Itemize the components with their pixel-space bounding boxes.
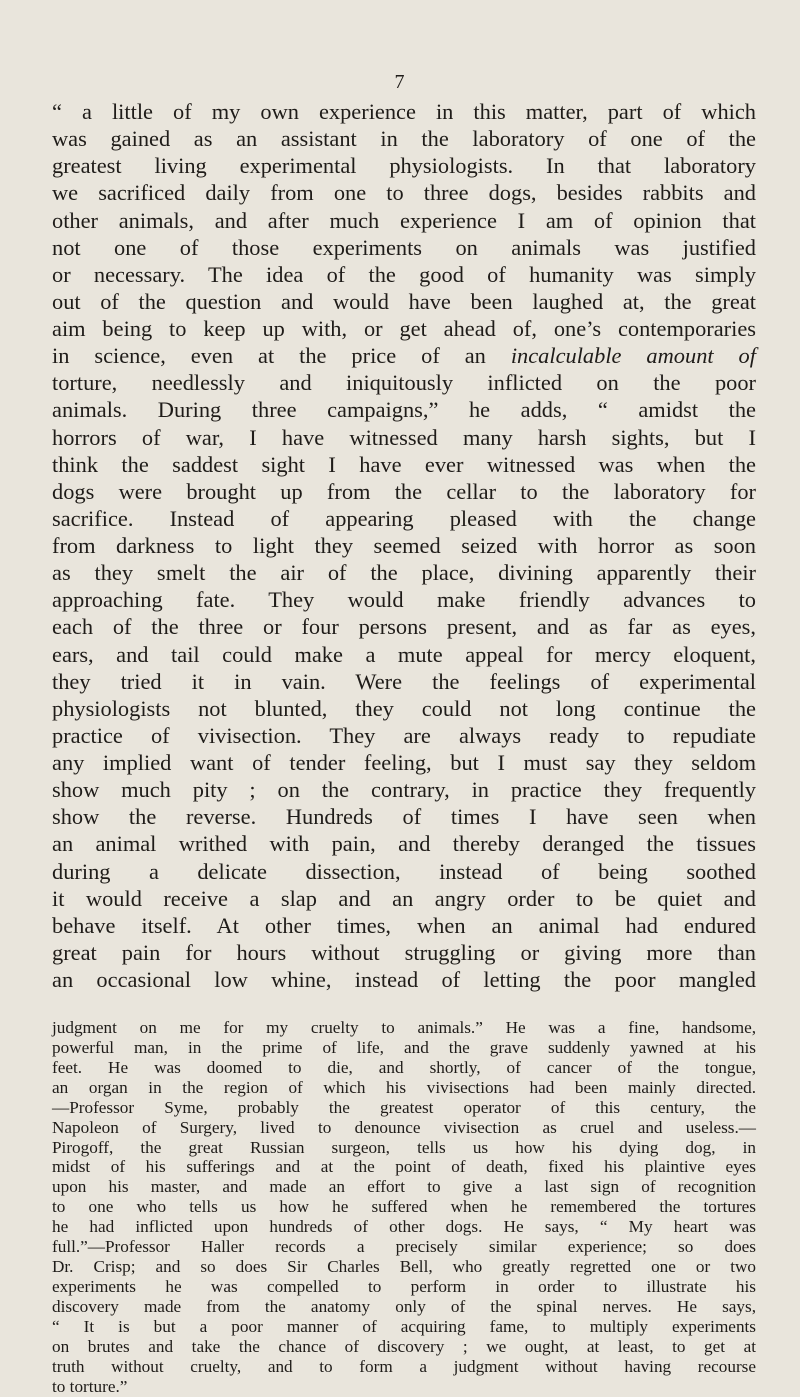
footnote-line: to torture.” (52, 1376, 128, 1396)
footnote-line: feet. He was doomed to die, and shortly, of cancer of the tongue, (52, 1057, 756, 1077)
footnote-line: judgment on me for my cruelty to animals.” He was a fine, handsome, (52, 1018, 756, 1037)
footnote-line: he had inflicted upon hundreds of other dogs. He says, “ My heart was (52, 1217, 756, 1237)
text-line: during a delicate dissection, instead of being soothed (52, 858, 756, 884)
text-line: we sacrificed daily from one to three dogs, besides rabbits and (52, 180, 756, 206)
footnote-line: upon his master, and made an effort to give a last sign of recognition (52, 1177, 756, 1197)
text-line-with-italic (52, 342, 756, 369)
text-line: show the reverse. Hundreds of times I have seen when (52, 804, 756, 830)
text-segment: in science, even at the price of an (52, 343, 486, 369)
text-line: behave itself. At other times, when an animal had endured (52, 912, 756, 938)
text-line: it would receive a slap and an angry order to be quiet and (52, 885, 756, 911)
text-line: dogs were brought up from the cellar to the laboratory for (52, 478, 756, 504)
text-line: horrors of war, I have witnessed many harsh sights, but I (52, 424, 756, 450)
text-line: approaching fate. They would make friendly advances to (52, 587, 756, 613)
text-line: any implied want of tender feeling, but I must say they seldom (52, 750, 756, 775)
footnote-line: midst of his sufferings and at the point of death, fixed his plaintive eyes (52, 1157, 756, 1177)
footnote-line: to one who tells us how he suffered when he remembered the tortures (52, 1197, 756, 1217)
footnote-line: on brutes and take the chance of discovery ; we ought, at least, to get at (52, 1336, 756, 1356)
page-number: 7 (394, 71, 406, 93)
text-line: each of the three or four persons present, and as far as eyes, (52, 614, 756, 640)
text-line: as they smelt the air of the place, divining apparently their (52, 560, 756, 586)
footnote-block (52, 1018, 756, 1397)
footnote-line: Napoleon of Surgery, lived to denounce vivisection as cruel and useless.— (52, 1117, 756, 1137)
text-line: sacrifice. Instead of appearing pleased with the change (52, 505, 756, 531)
text-line: other animals, and after much experience I am of opinion that (52, 207, 756, 233)
text-line: show much pity ; on the contrary, in practice they frequently (52, 777, 756, 803)
text-line: “ a little of my own experience in this matter, part of which (52, 99, 756, 124)
footnote-line: full.”—Professor Haller records a precisely similar experience; so does (52, 1237, 756, 1257)
text-line: they tried it in vain. Were the feelings of experimental (52, 668, 756, 694)
main-text-block (52, 98, 756, 993)
text-line: animals. During three campaigns,” he adds, “ amidst the (52, 397, 756, 423)
text-line: aim being to keep up with, or get ahead of, one’s contemporaries (52, 316, 756, 341)
footnote-line: experiments he was compelled to perform in order to illustrate his (52, 1276, 756, 1296)
text-line: physiologists not blunted, they could not long continue the (52, 695, 756, 721)
text-line: from darkness to light they seemed seized with horror as soon (52, 533, 756, 558)
italic-phrase: incalculable amount of (510, 343, 756, 369)
text-line: or necessary. The idea of the good of humanity was simply (52, 261, 756, 287)
text-line: torture, needlessly and iniquitously inflicted on the poor (52, 370, 756, 396)
text-line: was gained as an assistant in the laboratory of one of the (52, 126, 756, 152)
footnote-line: an organ in the region of which his vivisections had been mainly directed. (52, 1077, 756, 1097)
footnote-line: Dr. Crisp; and so does Sir Charles Bell, who greatly regretted one or two (52, 1257, 756, 1277)
text-line: ears, and tail could make a mute appeal for mercy eloquent, (52, 641, 756, 667)
footnote-line: —Professor Syme, probably the greatest operator of this century, the (52, 1097, 756, 1117)
footnote-line: “ It is but a poor manner of acquiring fame, to multiply experiments (52, 1316, 756, 1336)
footnote-line: powerful man, in the prime of life, and the grave suddenly yawned at his (52, 1037, 756, 1057)
footnote-line: Pirogoff, the great Russian surgeon, tells us how his dying dog, in (52, 1137, 756, 1157)
footnote-line: truth without cruelty, and to form a judgment without having recourse (52, 1356, 756, 1376)
footnote-line: discovery made from the anatomy only of the spinal nerves. He says, (52, 1296, 756, 1316)
text-line: out of the question and would have been laughed at, the great (52, 288, 756, 314)
text-line: an animal writhed with pain, and thereby deranged the tissues (52, 831, 756, 857)
text-line: think the saddest sight I have ever witnessed was when the (52, 451, 756, 477)
text-line: an occasional low whine, instead of letting the poor mangled (52, 967, 756, 992)
text-line: practice of vivisection. They are always ready to repudiate (52, 722, 756, 748)
text-line: not one of those experiments on animals was justified (52, 234, 756, 260)
text-line: great pain for hours without struggling or giving more than (52, 939, 756, 965)
text-line: greatest living experimental physiologists. In that laboratory (52, 153, 756, 179)
